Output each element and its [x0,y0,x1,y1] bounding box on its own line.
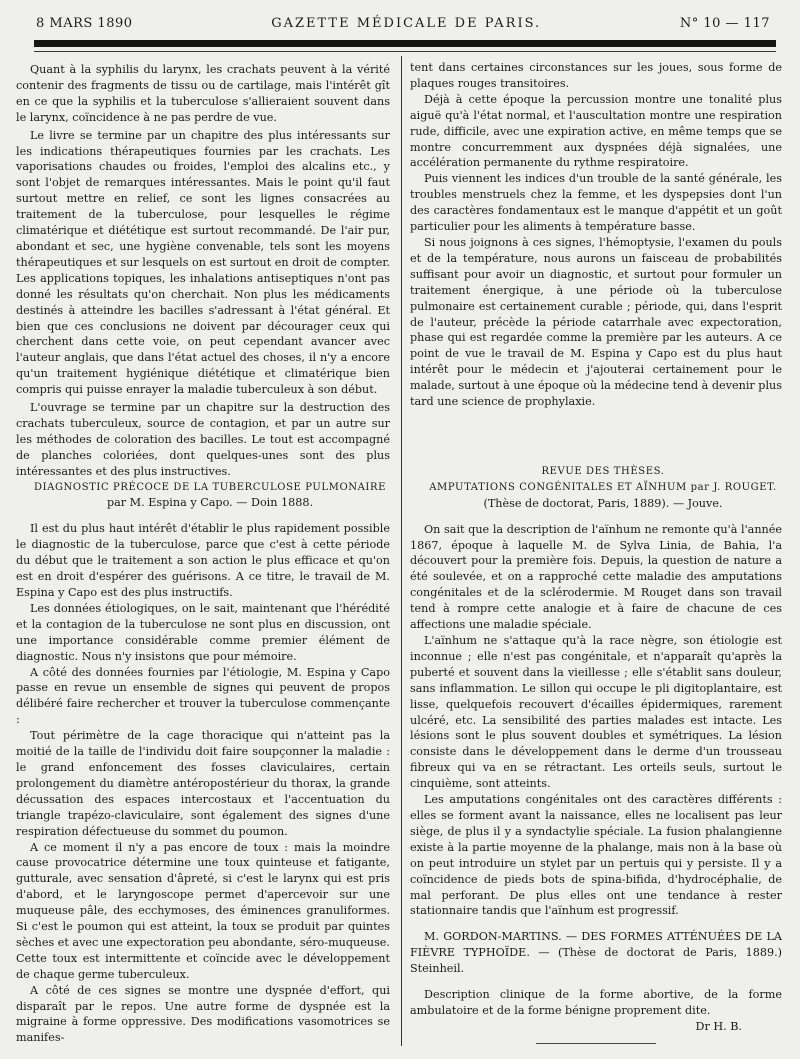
left-paragraph: L'ouvrage se termine par un chapitre sur la destruction des crachats tuberculeux, source de contagion, et par un autre sur les méthodes de coloration des bacilles. Le tout est accompagné de planches coloriées, dont quelques-unes sont des plus intéressantes et des plus instructives. [16,401,390,478]
section-subtitle-diagnostic: par M. Espina y Capo. — Doin 1888. [106,496,314,510]
column-divider [401,56,402,1046]
header-date: 8 MARS 1890 [36,15,133,31]
left-paragraph: Il est du plus haut intérêt d'établir le plus rapidement possible le diagnostic de la tuberculose, parce que c'est à cette période du début que le traitement a son action le plus efficace et qu'on est en droit d'espérer des guérisons. A ce titre, le travail de M. Espina y Capo est des plus instructifs. [16,522,390,599]
right-paragraph: tent dans certaines circonstances sur les joues, sous forme de plaques rouges transitoires. [410,61,782,90]
left-paragraph: Les données étiologiques, on le sait, maintenant que l'hérédité et la contagion de la tuberculose ne sont plus en discussion, ont une importance considérable comme premier élément de diagnostic. Nous n'y insistons que pour mémoire. [16,601,390,663]
left-column [16,60,390,1046]
right-paragraph: Si nous joignons à ces signes, l'hémoptysie, l'examen du pouls et de la température, nous aurons un faisceau de probabilités suffisant pour avoir un diagnostic, et surtout pour formuler un traitement énergique, à une période où la tuberculose pulmonaire est certainement curable ; période, qui, dans l'esprit de l'auteur, précède la période catarrhale avec expectoration, phase qui est regardée comme la première par les auteurs. A ce point de vue le travail de M. Espina y Capo est du plus haut intérêt pour le médecin et j'ajouterai certainement pour le malade, surtout à une époque où la médecine tend à devenir plus tard une science de prophylaxie. [410,235,782,409]
right-paragraph: Description clinique de la forme abortive, de la forme ambulatoire et de la forme bénigne proprement dite. [410,988,782,1017]
right-paragraph-gordon: M. GORDON-MARTINS. — DES FORMES ATTÉNUÉES DE LA FIÈVRE TYPHOÏDE. — (Thèse de doctorat de Paris, 1889.) Steinheil. [410,930,782,976]
left-paragraph: Tout périmètre de la cage thoracique qui n'atteint pas la moitié de la taille de l'individu doit faire soupçonner la maladie : le grand enfoncement des fosses claviculaires, certain prolongement du diamètre antéropostérieur du thorax, la grande décussation des espaces intercostaux et l'accentuation du triangle trapézo-claviculaire, sont également des signes d'une respiration défectueuse du sommet du poumon. [16,729,390,838]
section-title-amputations: AMPUTATIONS CONGÉNITALES ET AÏNHUM par J. ROUGET. [429,481,777,493]
header-issue: N° 10 — 117 [679,15,770,31]
page-header [36,12,770,34]
left-paragraph: Le livre se termine par un chapitre des plus intéressants sur les indications thérapeutiques fournies par les crachats. Les vaporisations chaudes ou froides, l'emploi des alcalins etc., y sont l'objet de remarques intéressantes. Mais le point qu'il faut surtout mettre en relief, ce sont les lignes consacrées au traitement de la tuberculose, pour lesquelles le régime climatérique et diététique est surtout recommandé. De l'air pur, abondant et sec, une hygiène convenable, tels sont les moyens thérapeutiques et sur lesquels on est surtout en droit de compter. Les applications topiques, les inhalations antiseptiques n'ont pas donné les résultats qu'on cherchait. Non plus les médicaments destinés à atteindre les bacilles s'adressant à l'état général. Et bien que ces conclusions ne doivent par décourager ceux qui cherchent dans cette voie, on peut cependant avancer avec l'auteur anglais, que dans l'état actuel des choses, il n'y a encore qu'un traitement hygiénique diététique et climatérique bien compris qui puisse enrayer la maladie tuberculeux à son début. [16,128,390,397]
end-ornament [536,1043,656,1044]
right-column [410,60,782,1044]
header-rule-thick [34,40,776,47]
section-title-diagnostic: DIAGNOSTIC PRÉCOCE DE LA TUBERCULOSE PULMONAIRE [33,481,387,493]
left-paragraph: A côté des données fournies par l'étiologie, M. Espina y Capo passe en revue un ensemble de signes qui peuvent de propos délibéré faire rechercher et trouver la tuberculose commençante : [16,665,390,727]
section-title-theses: REVUE DES THÈSES. [541,465,665,477]
left-paragraph: A ce moment il n'y a pas encore de toux : mais la moindre cause provocatrice détermine une toux quinteuse et fatigante, gutturale, avec sensation d'âpreté, si c'est le larynx qui est pris d'abord, et le laryngoscope permet d'apercevoir sur une muqueuse pâle, des ecchymoses, des éminences granuliformes. Si c'est le poumon qui est atteint, la toux se produit par quintes sèches et avec une expectoration peu abondante, séro-muqueuse. Cette toux est intermittente et coïncide avec le développement de chaque germe tuberculeux. [16,840,390,981]
header-title: GAZETTE MÉDICALE DE PARIS. [271,15,542,31]
right-paragraph: L'aïnhum ne s'attaque qu'à la race nègre, son étiologie est inconnue ; elle n'est pas congénitale, et n'apparaît qu'après la puberté et souvent dans la vieillesse ; elle s'établit sans douleur, sans inflammation. Le sillon qui occupe le pli digitoplantaire, est lisse, quelquefois recouvert d'écailles épidermiques, rarement ulcéré, etc. La sensibilité des parties malades est intacte. Les lésions sont le plus souvent doubles et symétriques. La lésion consiste dans le développement dans le derme d'un trousseau fibreux qui va en se rétractant. Les orteils seuls, surtout le cinquième, sont atteints. [410,634,782,791]
right-paragraph: Les amputations congénitales ont des caractères différents : elles se forment avant la naissance, elles ne localisent pas leur siège, de plus il y a syndactylie spéciale. La fusion phalangienne existe à la partie moyenne de la phalange, mais non à la base où on peut introduire un stylet par un pertuis qui y persiste. Il y a coïncidence de pieds bots de spina-bifida, d'hydrocéphalie, de mal perforant. De plus elles ont une tendance à rester stationnaire tandis que l'aïnhum est progressif. [410,793,782,918]
signature: Dr H. B. [695,1019,742,1033]
header-rule-thin [34,51,776,52]
left-paragraph: Quant à la syphilis du larynx, les crachats peuvent à la vérité contenir des fragments de tissu ou de cartilage, mais l'intérêt gît en ce que la syphilis et la tuberculose s'allieraient souvent dans le larynx, coïncidence à ne pas perdre de vue. [16,63,390,124]
right-paragraph: On sait que la description de l'aïnhum ne remonte qu'à l'année 1867, époque à laquelle M. de Sylva Linia, de Bahia, l'a découvert pour la première fois. Depuis, la question de nature a été soulevée, et on a rapproché cette maladie des amputations congénitales et de la sclérodermie. M Rouget dans son travail tend à rompre cette analogie et à faire de chacune de ces affections une maladie spéciale. [410,522,782,632]
right-paragraph: Déjà à cette époque la percussion montre une tonalité plus aiguë qu'à l'état normal, et l'auscultation montre une respiration rude, difficile, avec une expiration active, en même temps que se montre concurremment aux dyspnées déjà signalées, une accélération permanente du rythme respiratoire. [410,92,782,170]
left-paragraph: A côté de ces signes se montre une dyspnée d'effort, qui disparaît par le repos. Une autre forme de dyspnée est la migraine à forme oppressive. Des modifications vasomotrices se manifes- [16,983,390,1045]
right-paragraph: Puis viennent les indices d'un trouble de la santé générale, les troubles menstruels chez la femme, et les dyspepsies dont l'un des caractères fondamentaux est le manque d'appétit et un goût particulier pour les aliments à température basse. [410,172,782,234]
section-subtitle-amputations: (Thèse de doctorat, Paris, 1889). — Jouve. [483,496,723,510]
